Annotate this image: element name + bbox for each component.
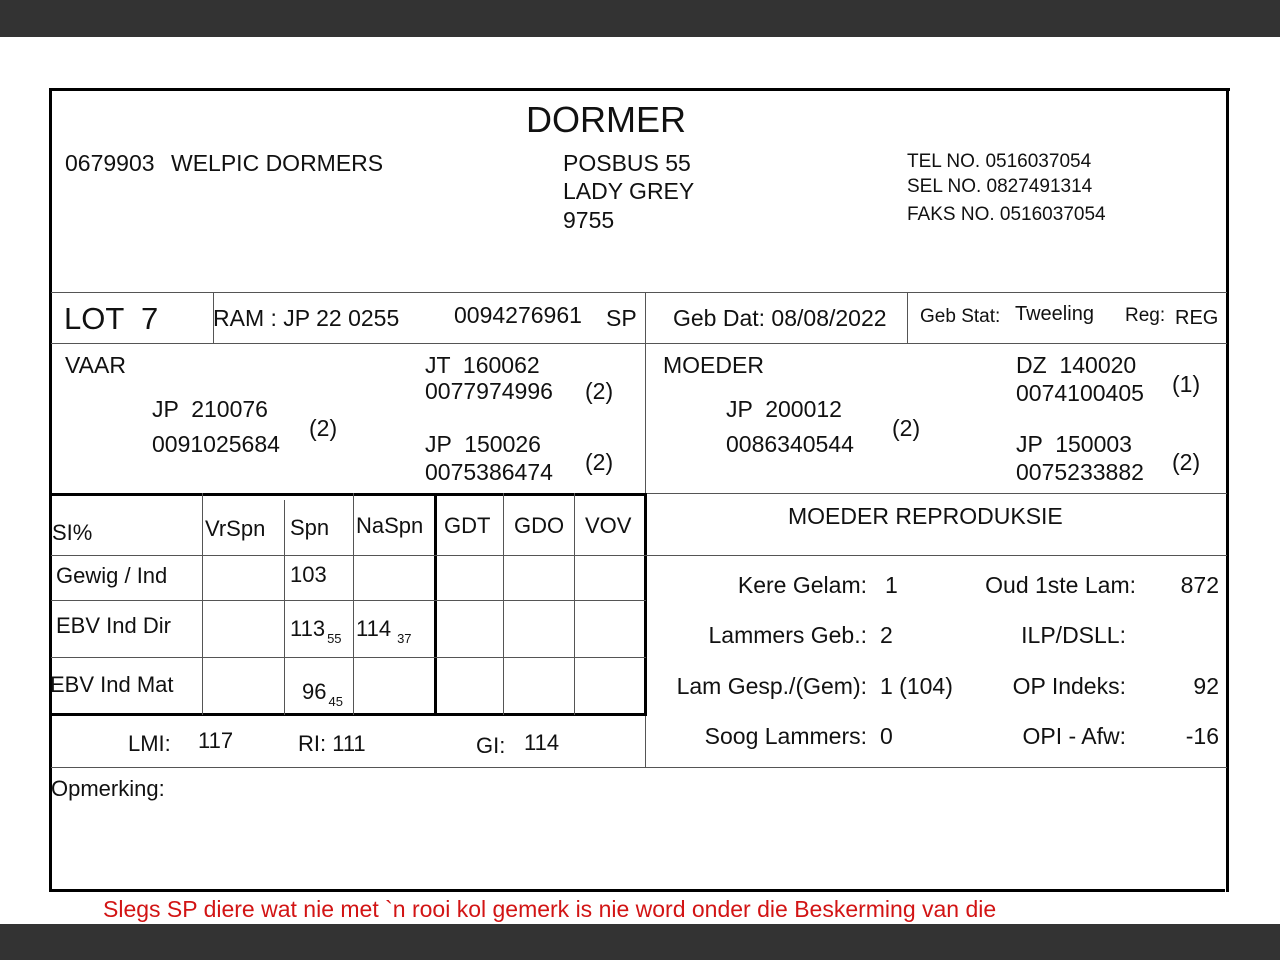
lmi-value: 117 — [198, 728, 234, 753]
ram-grade: SP — [606, 305, 637, 331]
protection-note: Slegs SP diere wat nie met `n rooi kol gemerk is nie word onder die Beskerming van die — [103, 896, 997, 922]
si-row-label: EBV Ind Mat — [50, 672, 174, 697]
divider — [574, 493, 575, 715]
address-line-2: LADY GREY — [563, 178, 695, 204]
si-header: SI% — [52, 520, 93, 545]
top-bar — [0, 0, 1280, 37]
op-indeks-label: OP Indeks: — [1012, 673, 1126, 699]
divider — [647, 493, 1227, 494]
opi-afw-value: -16 — [1185, 723, 1219, 749]
moeder-dam-rank: (2) — [1172, 449, 1201, 475]
divider — [503, 493, 504, 715]
divider — [353, 493, 354, 715]
opi-afw-label: OPI - Afw: — [1022, 723, 1126, 749]
bottom-bar — [0, 924, 1280, 960]
si-accuracy: 37 — [397, 631, 412, 646]
si-header: Spn — [290, 515, 330, 540]
moeder-rank: (2) — [892, 415, 921, 441]
vaar-sire-rank: (2) — [585, 378, 614, 404]
breeder-name: WELPIC DORMERS — [171, 150, 384, 176]
soog-lammers-label: Soog Lammers: — [704, 723, 867, 749]
birth-status-label: Geb Stat: — [920, 306, 1001, 327]
si-cell-spn: 103 — [290, 562, 327, 587]
ram-id: RAM : JP 22 0255 — [213, 305, 400, 331]
opmerking-label: Opmerking: — [51, 776, 165, 801]
vaar-dam-id: JP 150026 — [425, 431, 541, 457]
vaar-number: 0091025684 — [152, 431, 280, 457]
address-line-1: POSBUS 55 — [563, 150, 691, 176]
reg-value: REG — [1175, 307, 1219, 329]
si-accuracy: 55 — [327, 631, 342, 646]
kere-gelam-value: 1 — [885, 572, 898, 598]
faks-number: FAKS NO. 0516037054 — [907, 204, 1106, 225]
kere-gelam-label: Kere Gelam: — [737, 572, 867, 598]
birth-status-value: Tweeling — [1015, 303, 1094, 325]
si-header: NaSpn — [356, 513, 424, 538]
frame-top — [49, 88, 1230, 91]
soog-lammers-value: 0 — [880, 723, 893, 749]
reg-label: Reg: — [1125, 305, 1166, 326]
reproduction-title: MOEDER REPRODUKSIE — [788, 503, 1063, 529]
lot-number: LOT 7 — [64, 301, 159, 336]
divider — [202, 493, 203, 715]
si-header: VrSpn — [205, 516, 266, 541]
vaar-dam-rank: (2) — [585, 449, 614, 475]
sel-number: SEL NO. 0827491314 — [907, 176, 1093, 197]
divider — [284, 500, 285, 715]
vaar-sire-number: 0077974996 — [425, 378, 553, 404]
ilp-dsll-label: ILP/DSLL: — [1021, 622, 1126, 648]
gi-value: 114 — [524, 730, 560, 755]
lammers-geb-value: 2 — [880, 622, 893, 648]
breeder-code: 0679903 — [65, 150, 155, 176]
si-cell-spn — [302, 679, 343, 709]
lam-gesp-label: Lam Gesp./(Gem): — [676, 673, 867, 699]
si-table-mid — [434, 493, 437, 716]
moeder-number: 0086340544 — [726, 431, 854, 457]
frame-bottom — [49, 889, 1225, 892]
oud-1ste-lam-value: 872 — [1180, 572, 1219, 598]
address-line-3: 9755 — [563, 207, 615, 233]
divider — [51, 555, 1227, 556]
birth-date: Geb Dat: 08/08/2022 — [673, 305, 887, 331]
moeder-label: MOEDER — [663, 352, 764, 378]
si-value: 114 — [356, 616, 392, 641]
ri-index: RI: 111 — [298, 731, 366, 756]
gi-label: GI: — [476, 733, 506, 758]
moeder-sire-number: 0074100405 — [1016, 380, 1144, 406]
si-cell-naspn — [356, 616, 412, 646]
vaar-rank: (2) — [309, 415, 338, 441]
si-table-bottom — [51, 713, 647, 716]
divider — [907, 292, 908, 343]
vaar-sire-id: JT 160062 — [425, 352, 540, 378]
divider — [51, 343, 1227, 344]
si-table-top — [51, 493, 647, 496]
moeder-dam-id: JP 150003 — [1016, 431, 1132, 457]
si-value: 96 — [302, 679, 327, 704]
si-header: VOV — [585, 513, 632, 538]
vaar-dam-number: 0075386474 — [425, 459, 553, 485]
moeder-dam-number: 0075233882 — [1016, 459, 1144, 485]
divider — [51, 767, 1227, 768]
si-row-label: Gewig / Ind — [56, 563, 168, 588]
si-header: GDT — [444, 513, 491, 538]
moeder-sire-id: DZ 140020 — [1016, 352, 1137, 378]
moeder-id: JP 200012 — [726, 396, 842, 422]
lammers-geb-label: Lammers Geb.: — [708, 622, 867, 648]
divider — [51, 292, 1227, 293]
divider — [51, 600, 646, 601]
op-indeks-value: 92 — [1193, 673, 1219, 699]
frame-left — [49, 88, 52, 892]
si-table-right — [644, 493, 647, 716]
si-header: GDO — [514, 513, 565, 538]
page-title: DORMER — [526, 99, 686, 140]
vaar-id: JP 210076 — [152, 396, 268, 422]
oud-1ste-lam-label: Oud 1ste Lam: — [985, 572, 1136, 598]
vaar-label: VAAR — [65, 352, 126, 378]
moeder-sire-rank: (1) — [1172, 371, 1201, 397]
si-row-label: EBV Ind Dir — [56, 613, 171, 638]
tel-number: TEL NO. 0516037054 — [907, 151, 1092, 172]
ram-number: 0094276961 — [454, 302, 582, 328]
lam-gesp-value: 1 (104) — [880, 673, 953, 699]
si-cell-spn — [290, 616, 342, 646]
si-accuracy: 45 — [328, 694, 343, 709]
lmi-label: LMI: — [128, 731, 171, 756]
frame-right — [1226, 88, 1229, 892]
divider — [51, 657, 646, 658]
si-value: 113 — [290, 616, 326, 641]
